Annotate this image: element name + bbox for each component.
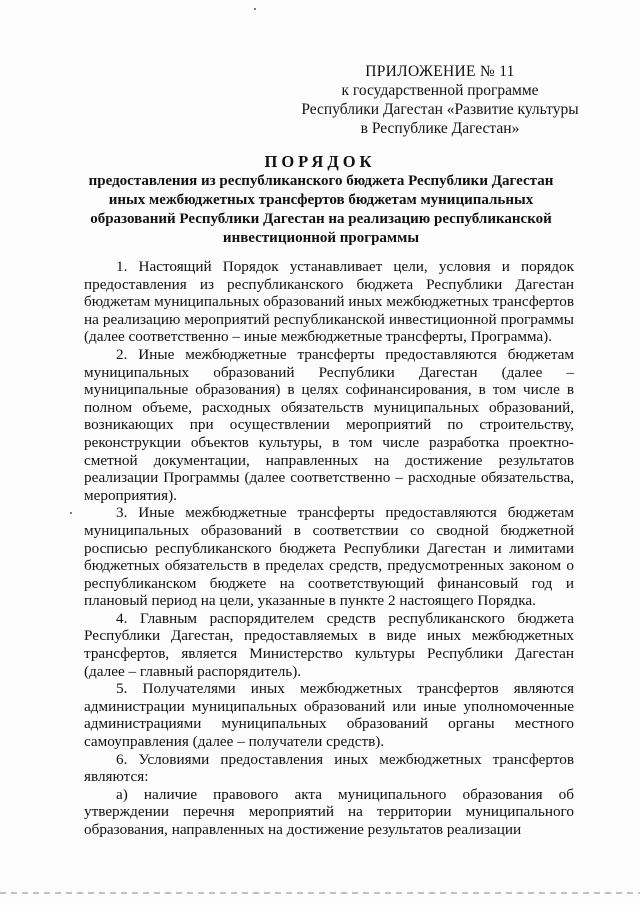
document-subtitle: предоставления из республиканского бюджета Республики Дагестан иных межбюджетных трансфертов бюджетам муниципальных образований Республики Дагестан на реализацию республиканской инвестиционной программы	[88, 173, 554, 246]
paragraph-6: 6. Условиями предоставления иных межбюджетных трансфертов являются:	[84, 750, 574, 786]
paragraph-5: 5. Получателями иных межбюджетных трансфертов являются администрации муниципальных образований или иные уполномоченные администрациями муниципальных образований органы местного самоуправления (далее – получатели средств).	[84, 680, 574, 751]
paragraph-3: 3. Иные межбюджетные трансферты предоставляются бюджетам муниципальных образований в соответствии со сводной бюджетной росписью республиканского бюджета Республики Дагестан и лимитами бюджетных обязательств в пределах средств, предусмотренных законом о республиканском бюджете на соответствующий финансовый год и плановый период на цели, указанные в пункте 2 настоящего Порядка.	[84, 504, 574, 610]
appendix-number: ПРИЛОЖЕНИЕ № 11	[365, 63, 515, 80]
scan-speck	[70, 512, 72, 514]
scan-border-artifact	[0, 892, 640, 894]
paragraph-6a: а) наличие правового акта муниципального образования об утверждении перечня мероприятий на территории муниципального образования, направленных на достижение результатов реализации	[84, 785, 574, 838]
appendix-line-program: к государственной программе	[341, 82, 539, 99]
paragraph-2: 2. Иные межбюджетные трансферты предоставляются бюджетам муниципальных образований Республики Дагестан (далее – муниципальные образования) в целях софинансирования, в том числе в полном объеме, расходных обязательств муниципальных образований, возникающих при осуществлении мероприятий по строительству, реконструкции объектов культуры, в том числе разработка проектно-сметной документации, направленных на достижение результатов реализации Программы (далее соответственно – расходные обязательства, мероприятия).	[84, 345, 574, 504]
scan-speck	[254, 8, 256, 10]
appendix-line-republic: Республики Дагестан «Развитие культуры	[301, 101, 579, 118]
document-title: ПОРЯДОК	[264, 152, 376, 171]
document-body	[84, 258, 574, 839]
paragraph-1: 1. Настоящий Порядок устанавливает цели, условия и порядок предоставления из республиканского бюджета Республики Дагестан бюджетам муниципальных образований иных межбюджетных трансфертов на реализацию мероприятий республиканской инвестиционной программы (далее соответственно – иные межбюджетные трансферты, Программа).	[84, 258, 574, 346]
appendix-header	[290, 62, 590, 138]
appendix-line-culture: в Республике Дагестан»	[360, 120, 520, 137]
paragraph-4: 4. Главным распорядителем средств республиканского бюджета Республики Дагестан, предоставляемых в виде иных межбюджетных трансфертов, является Министерство культуры Республики Дагестан (далее – главный распорядитель).	[84, 609, 574, 680]
